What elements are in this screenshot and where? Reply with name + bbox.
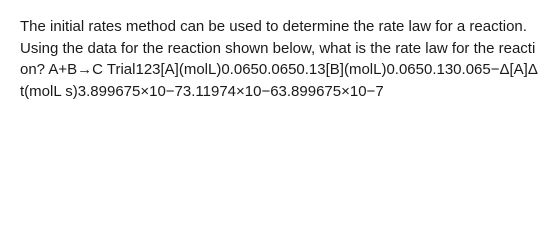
question-text: The initial rates method can be used to determine the rate law for a reaction. Using the data for the reaction shown below, what is the rate law for the reaction? A+B→C Trial123[A](molL)0.0650.0650.13[B](molL)0.0650.130.065−Δ[A]Δt(molL s)3.899675×10−73.11974×10−63.899675×10−7 <box>20 18 538 100</box>
